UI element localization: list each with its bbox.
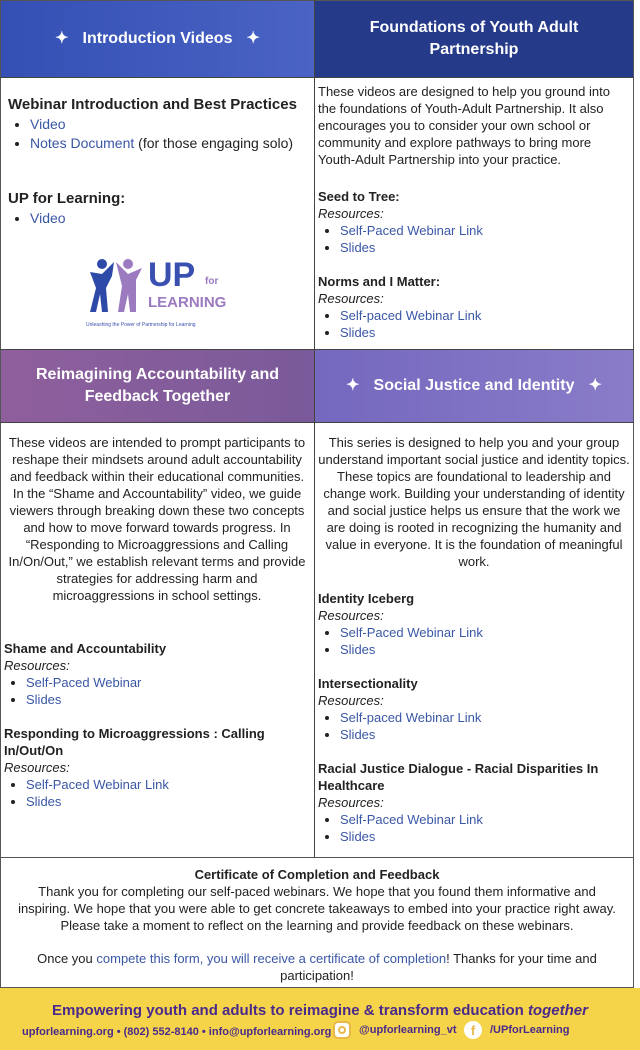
up-heading: UP for Learning: xyxy=(8,190,126,207)
people-icon xyxy=(86,258,148,316)
resources-label: Resources: xyxy=(318,608,384,623)
justice-section xyxy=(318,434,630,845)
resources-label: Resources: xyxy=(4,760,70,775)
shame-heading: Shame and Accountability xyxy=(4,641,167,656)
footer-tagline xyxy=(0,1002,640,1019)
resources-label: Resources: xyxy=(4,658,70,673)
notes-link[interactable]: Notes Document xyxy=(30,135,135,151)
resources-label: Resources: xyxy=(318,795,384,810)
foundations-title: Foundations of Youth Adult Partnership xyxy=(369,19,579,58)
resources-label: Resources: xyxy=(318,206,384,221)
tagline-em: together xyxy=(527,1002,588,1019)
inter-heading: Intersectionality xyxy=(318,676,418,691)
norms-heading: Norms and I Matter: xyxy=(318,274,441,289)
iceberg-slides-link[interactable]: Slides xyxy=(340,642,376,657)
resources-label: Resources: xyxy=(318,291,384,306)
video-link[interactable]: Video xyxy=(30,116,66,132)
facebook-text: /UPforLearning xyxy=(490,1024,570,1036)
foundations-description: These videos are designed to help you ground into the foundations of Youth-Adult Partnership. It also encourages you to consider your own school or community and explore pathways to bring more Youth-Adult Partnership into your practice. xyxy=(318,84,610,167)
foundations-section xyxy=(318,83,630,341)
norms-slides-link[interactable]: Slides xyxy=(340,325,376,340)
divider xyxy=(0,77,634,78)
divider xyxy=(0,349,634,350)
notes-rest: (for those engaging solo) xyxy=(134,135,294,151)
certificate-section xyxy=(0,858,634,988)
logo-up: UP xyxy=(148,256,196,294)
norms-webinar-link[interactable]: Self-paced Webinar Link xyxy=(340,308,482,323)
footer xyxy=(0,988,640,1050)
instagram-text: @upforlearning_vt xyxy=(359,1024,457,1036)
once-pre: Once you xyxy=(37,951,97,966)
tagline-main: Empowering youth and adults to reimagine & transform education xyxy=(52,1002,528,1019)
logo-tagline: Unleashing the Power of Partnership for Learning xyxy=(86,322,196,328)
once-post: ! Thanks for your time and participation! xyxy=(280,951,597,983)
accountability-description: These videos are intended to prompt participants to reshape their mindsets around adult accountability and feedback within their educational communities. In the “Shame and Accountability” video, we guide viewers through breaking down these two concepts and how to move forward towards progress. In “Responding to Microaggressions and Calling In/On/Out,” we establish relevant terms and provide strategies for addressing harm and microaggressions in school settings. xyxy=(8,435,306,603)
micro-slides-link[interactable]: Slides xyxy=(26,794,62,809)
sparkle-icon: ✦ xyxy=(55,30,69,47)
feedback-form-link[interactable]: compete this form, you will receive a certificate of completion xyxy=(96,951,447,966)
sparkle-icon: ✦ xyxy=(346,377,360,394)
accountability-section xyxy=(4,434,310,810)
seed-slides-link[interactable]: Slides xyxy=(340,240,376,255)
seed-heading: Seed to Tree: xyxy=(318,189,400,204)
facebook-icon: f xyxy=(464,1021,482,1039)
intro-section xyxy=(8,95,308,228)
racial-webinar-link[interactable]: Self-Paced Webinar Link xyxy=(340,812,483,827)
divider xyxy=(314,0,315,858)
inter-slides-link[interactable]: Slides xyxy=(340,727,376,742)
certificate-body: Thank you for completing our self-paced webinars. We hope that you found them informative and inspiring. We hope that you were able to get concrete takeaways to embed into your practice right away. Please take a moment to reflect on the learning and provide feedback on these webinars. xyxy=(18,884,616,933)
racial-heading: Racial Justice Dialogue - Racial Disparities In Healthcare xyxy=(318,761,599,793)
inter-webinar-link[interactable]: Self-paced Webinar Link xyxy=(340,710,482,725)
instagram-handle[interactable] xyxy=(333,1021,457,1039)
logo-learning: LEARNING xyxy=(148,294,227,311)
shame-slides-link[interactable]: Slides xyxy=(26,692,62,707)
sparkle-icon: ✦ xyxy=(246,30,260,47)
justice-description: This series is designed to help you and your group understand important social justice and identity topics. These topics are foundational to leadership and change work. Building your understanding of identity and social justice helps us ensure that the work we are doing is rooted in recognizing the humanity and value in everyone. It is the foundation of meaningful work. xyxy=(318,435,630,569)
certificate-once xyxy=(11,950,623,984)
racial-slides-link[interactable]: Slides xyxy=(340,829,376,844)
webinar-heading: Webinar Introduction and Best Practices xyxy=(8,96,297,113)
iceberg-heading: Identity Iceberg xyxy=(318,591,415,606)
up-for-learning-logo xyxy=(86,256,236,336)
micro-webinar-link[interactable]: Self-Paced Webinar Link xyxy=(26,777,169,792)
facebook-handle[interactable] xyxy=(464,1021,569,1039)
iceberg-webinar-link[interactable]: Self-Paced Webinar Link xyxy=(340,625,483,640)
intro-title: Introduction Videos xyxy=(82,30,233,47)
footer-contact: upforlearning.org • (802) 552-8140 • info@upforlearning.org xyxy=(22,1026,332,1038)
accountability-title: Reimagining Accountability and Feedback Together xyxy=(36,366,279,405)
logo-for: for xyxy=(205,276,219,287)
shame-webinar-link[interactable]: Self-Paced Webinar xyxy=(26,675,142,690)
divider xyxy=(0,422,634,423)
justice-title: Social Justice and Identity xyxy=(373,377,575,394)
certificate-title: Certificate of Completion and Feedback xyxy=(194,867,440,882)
sparkle-icon: ✦ xyxy=(588,377,602,394)
seed-webinar-link[interactable]: Self-Paced Webinar Link xyxy=(340,223,483,238)
micro-heading: Responding to Microaggressions : Calling In/Out/On xyxy=(4,726,265,758)
up-video-link[interactable]: Video xyxy=(30,210,66,226)
instagram-icon xyxy=(333,1021,351,1039)
resources-label: Resources: xyxy=(318,693,384,708)
